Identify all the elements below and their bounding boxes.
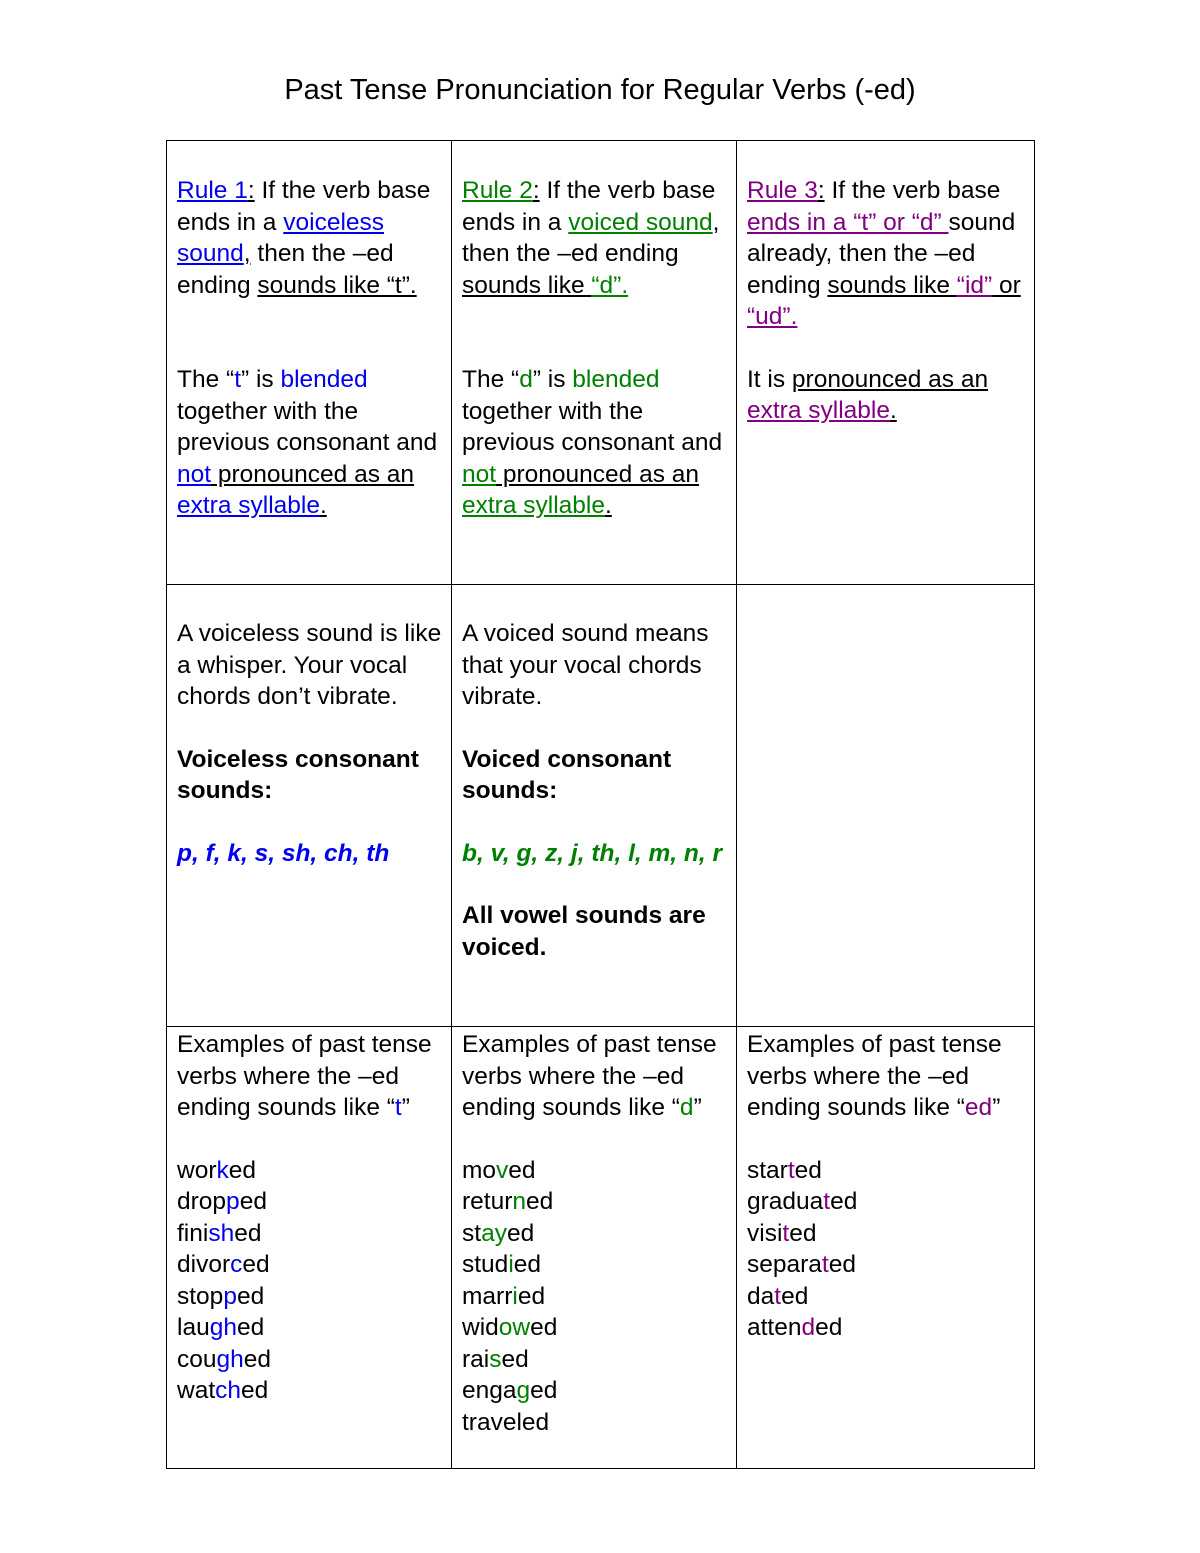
rule1-t-letter: t xyxy=(234,366,241,393)
rules-table xyxy=(166,140,1035,1469)
example-word-hl: gh xyxy=(209,1314,237,1341)
example-word-hl: k xyxy=(216,1156,229,1184)
example-word xyxy=(462,1281,736,1313)
examples-d-intro xyxy=(462,1029,736,1124)
examples-ed-cell xyxy=(737,1027,1035,1469)
rule3-id-sound: “id” xyxy=(956,271,993,299)
example-word xyxy=(177,1375,451,1407)
example-word-hl: ow xyxy=(498,1314,531,1341)
example-word-pre: marr xyxy=(462,1282,513,1310)
rule3-ud-sound: “ud”. xyxy=(747,303,798,330)
rule1-not: not xyxy=(177,460,212,488)
rule1-sounds-like: sounds like “t”. xyxy=(257,271,417,299)
example-word-pre: lau xyxy=(177,1314,210,1341)
example-word-hl: ay xyxy=(481,1219,507,1247)
example-word xyxy=(747,1249,1034,1281)
intro-text: Examples of past tense verbs where the –ed ending sounds like “ xyxy=(177,1031,432,1121)
example-word xyxy=(747,1312,1034,1344)
example-word-hl: g xyxy=(516,1377,531,1404)
example-word-suf: ed xyxy=(236,1282,265,1310)
example-word-suf: ed xyxy=(239,1188,267,1215)
example-word-hl: sh xyxy=(208,1219,235,1247)
voiced-description: A voiced sound means that your vocal chords vibrate. xyxy=(462,620,709,710)
example-word-hl: t xyxy=(774,1282,782,1310)
example-word-hl: p xyxy=(223,1282,237,1310)
examples-ed-list xyxy=(747,1155,1034,1344)
rule3-text: sound already, then the –ed ending xyxy=(747,208,1016,299)
example-word-pre: visi xyxy=(747,1219,783,1247)
example-word-suf: ed xyxy=(815,1314,843,1341)
rule3-colon: : xyxy=(817,177,825,204)
voiceless-description: A voiceless sound is like a whisper. Your vocal chords don’t vibrate. xyxy=(177,620,442,710)
intro-sound: ed xyxy=(964,1094,993,1121)
example-word xyxy=(462,1312,736,1344)
empty-cell xyxy=(737,585,1035,1027)
rule2-text: together with the previous consonant and xyxy=(462,397,723,456)
example-word-pre: wat xyxy=(177,1377,216,1404)
example-word xyxy=(177,1186,451,1218)
example-word xyxy=(177,1218,451,1250)
rule2-text: The “ xyxy=(462,366,520,393)
rule2-label: Rule 2 xyxy=(462,177,533,204)
rule2-voiced-sound: voiced sound xyxy=(568,208,713,236)
sounds-row xyxy=(167,585,1035,1027)
example-word-hl: i xyxy=(508,1251,514,1278)
examples-t-cell xyxy=(167,1027,452,1469)
example-word-suf: ed xyxy=(242,1251,270,1278)
example-word-hl: i xyxy=(512,1282,518,1310)
rule3-cell xyxy=(737,141,1035,585)
example-word xyxy=(462,1249,736,1281)
example-word-pre: da xyxy=(747,1282,775,1310)
rule2-d-letter: d xyxy=(519,366,533,393)
example-word-suf: ed xyxy=(828,1251,856,1278)
rule1-text: ” is xyxy=(241,366,281,393)
voiced-heading: Voiced consonant sounds: xyxy=(462,745,672,804)
example-word xyxy=(462,1375,736,1407)
examples-t-intro xyxy=(177,1029,451,1124)
rule1-comma: , xyxy=(243,240,251,267)
rule3-ends-in: ends in a “t” or “d” xyxy=(747,208,949,236)
voiceless-heading: Voiceless consonant sounds: xyxy=(177,745,419,804)
rule1-text: If the verb base ends in a xyxy=(177,177,431,236)
examples-d-list xyxy=(462,1155,736,1439)
rule1-cell xyxy=(167,141,452,585)
example-word-pre: enga xyxy=(462,1377,517,1404)
intro-sound: d xyxy=(679,1094,694,1121)
rule2-text: then the –ed ending xyxy=(462,240,679,267)
example-word xyxy=(747,1155,1034,1187)
example-word-suf: ed xyxy=(236,1314,265,1341)
example-word xyxy=(177,1249,451,1281)
rule2-explanation xyxy=(462,364,736,522)
example-word-pre: drop xyxy=(177,1188,227,1215)
rule3-text: It is xyxy=(747,365,792,393)
example-word-pre: atten xyxy=(747,1314,802,1341)
example-word-pre: star xyxy=(747,1156,788,1184)
rule3-extra-syllable: extra syllable xyxy=(747,397,890,424)
example-word-pre: separa xyxy=(747,1251,822,1278)
example-word-suf: ed xyxy=(243,1345,272,1373)
example-word-hl: t xyxy=(782,1219,790,1247)
example-word-suf: ed xyxy=(530,1314,558,1341)
example-word xyxy=(462,1155,736,1187)
examples-row xyxy=(167,1027,1035,1469)
example-word-suf: ed xyxy=(781,1282,809,1310)
intro-quote: ” xyxy=(693,1094,702,1121)
rule2-text: ” is xyxy=(532,366,573,393)
voiceless-sounds-list: p, f, k, s, sh, ch, th xyxy=(177,839,390,867)
example-word xyxy=(462,1186,736,1218)
rule1-pronounced: pronounced as an xyxy=(211,460,415,488)
rule3-period: . xyxy=(889,397,897,424)
example-word-hl: ch xyxy=(215,1377,242,1404)
rule1-colon: : xyxy=(247,177,255,204)
example-word xyxy=(747,1218,1034,1250)
example-word xyxy=(177,1312,451,1344)
rule3-sounds-like: sounds like xyxy=(827,271,957,299)
rule3-label: Rule 3 xyxy=(747,177,818,204)
example-word-suf: ed xyxy=(513,1251,542,1278)
page-title: Past Tense Pronunciation for Regular Verbs (-ed) xyxy=(284,74,916,106)
rule1-label: Rule 1 xyxy=(177,177,248,204)
example-word xyxy=(747,1186,1034,1218)
example-word-pre: mo xyxy=(462,1156,497,1184)
rule3-explanation xyxy=(747,364,1034,427)
example-word-hl: t xyxy=(821,1251,829,1278)
example-word-pre: gradua xyxy=(747,1188,824,1215)
example-word-pre: stop xyxy=(177,1282,224,1310)
example-word-hl: gh xyxy=(216,1345,244,1373)
example-word-suf: ed xyxy=(506,1219,535,1247)
example-word xyxy=(747,1281,1034,1313)
example-word-suf: ed xyxy=(830,1188,858,1215)
example-word-suf: ed xyxy=(241,1377,269,1404)
intro-text: Examples of past tense verbs where the –ed ending sounds like “ xyxy=(747,1031,1002,1121)
example-word-hl: d xyxy=(801,1314,816,1341)
example-word-pre: wor xyxy=(177,1156,217,1184)
rule1-text: together with the previous consonant and xyxy=(177,397,438,456)
rule1-text: The “ xyxy=(177,366,235,393)
rule3-statement xyxy=(747,175,1034,333)
examples-t-list xyxy=(177,1155,451,1407)
rule1-explanation xyxy=(177,364,451,522)
rule2-text: If the verb base ends in a xyxy=(462,177,716,236)
intro-text: Examples of past tense verbs where the –ed ending sounds like “ xyxy=(462,1031,717,1121)
example-word-pre: cou xyxy=(177,1345,217,1373)
example-word-hl: v xyxy=(496,1156,509,1184)
intro-sound: t xyxy=(394,1094,402,1121)
rule1-text: then the –ed ending xyxy=(177,240,394,299)
example-word-suf: ed xyxy=(521,1408,550,1436)
example-word-suf: ed xyxy=(501,1345,529,1373)
example-word-suf: ed xyxy=(789,1219,817,1247)
rules-row xyxy=(167,141,1035,585)
example-word-pre: wid xyxy=(462,1314,499,1341)
rule3-text: If the verb base xyxy=(824,177,1001,204)
example-word-suf: ed xyxy=(794,1156,822,1184)
example-word xyxy=(462,1344,736,1376)
example-word xyxy=(177,1155,451,1187)
example-word xyxy=(177,1281,451,1313)
example-word xyxy=(462,1407,736,1439)
rule2-d-sound: “d”. xyxy=(591,271,629,299)
example-word-pre: divor xyxy=(177,1251,231,1278)
rule2-pronounced: pronounced as an xyxy=(496,460,700,488)
example-word-hl: p xyxy=(226,1188,240,1215)
example-word-pre: stud xyxy=(462,1251,509,1278)
example-word-hl: t xyxy=(787,1156,795,1184)
rule1-statement xyxy=(177,175,451,301)
example-word-suf: ed xyxy=(526,1188,554,1215)
example-word-hl: s xyxy=(489,1345,502,1373)
example-word-pre: retur xyxy=(462,1188,513,1215)
rule2-sounds-like: sounds like xyxy=(462,271,592,299)
example-word-suf: ed xyxy=(530,1377,558,1404)
example-word xyxy=(462,1218,736,1250)
example-word-suf: ed xyxy=(508,1156,536,1184)
example-word-suf: ed xyxy=(234,1219,262,1247)
intro-quote: ” xyxy=(992,1094,1001,1121)
voiced-sounds-list: b, v, g, z, j, th, l, m, n, r xyxy=(462,839,723,867)
rule2-extra-syllable: extra syllable xyxy=(462,492,605,519)
example-word-pre: rai xyxy=(462,1345,490,1373)
rule2-blended: blended xyxy=(572,366,660,393)
rule2-cell xyxy=(452,141,737,585)
example-word-pre: travel xyxy=(462,1408,522,1436)
voiceless-cell xyxy=(167,585,452,1027)
rule1-extra-syllable: extra syllable xyxy=(177,492,320,519)
rule3-pronounced: pronounced as an xyxy=(791,365,989,393)
example-word-hl: t xyxy=(823,1188,831,1215)
example-word-hl: c xyxy=(230,1251,243,1278)
rule2-period: . xyxy=(604,492,612,519)
rule1-period: . xyxy=(319,492,327,519)
example-word-suf: ed xyxy=(517,1282,546,1310)
example-word-pre: st xyxy=(462,1219,482,1247)
rule1-blended: blended xyxy=(280,366,368,393)
voiced-cell xyxy=(452,585,737,1027)
rule2-colon: : xyxy=(532,177,540,204)
example-word-hl: n xyxy=(512,1188,527,1215)
rule1-voiceless-sound: voiceless sound xyxy=(177,208,385,267)
rule2-statement xyxy=(462,175,736,301)
intro-quote: ” xyxy=(401,1094,410,1121)
rule2-comma: , xyxy=(712,208,720,236)
rule3-or: or xyxy=(992,271,1021,299)
example-word-suf: ed xyxy=(228,1156,256,1184)
example-word-pre: fini xyxy=(177,1219,209,1247)
vowel-note: All vowel sounds are voiced. xyxy=(462,902,706,961)
rule2-not: not xyxy=(462,460,497,488)
examples-ed-intro xyxy=(747,1029,1034,1124)
example-word xyxy=(177,1344,451,1376)
examples-d-cell xyxy=(452,1027,737,1469)
